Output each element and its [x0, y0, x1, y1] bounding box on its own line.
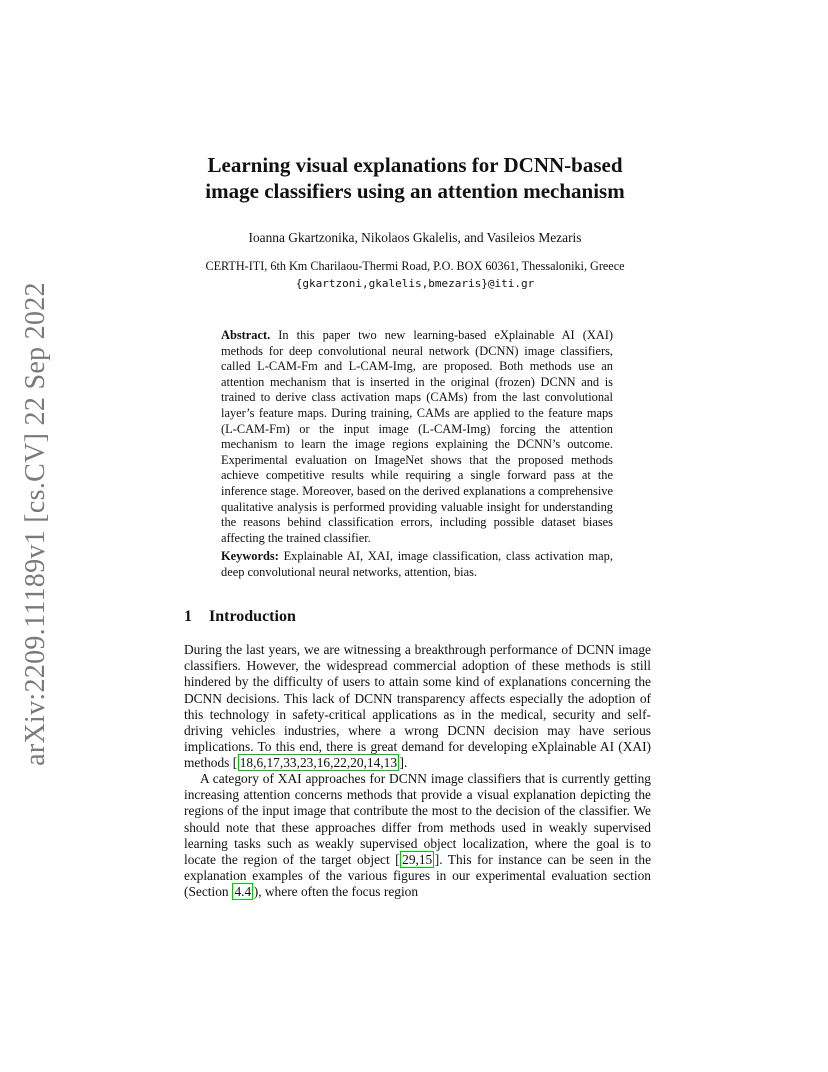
author-list: Ioanna Gkartzonika, Nikolaos Gkalelis, and Vasileios Mezaris — [248, 230, 582, 245]
section-heading-introduction — [184, 607, 296, 627]
keywords — [221, 549, 613, 580]
intro-paragraph-2: A category of XAI approaches for DCNN image classifiers that is currently getting increasing attention concerns methods that provide a visual explanation depicting the regions of the input image that contribute the most to the decision of the classifier. We should note that these approaches differ from methods used in weakly supervised learning tasks such as weakly supervised object localization, where the goal is to locate the region of the target object [ 29,15 ]. This for instance can be seen in the explanation examples of the various figures in our experimental evaluation section (Section 4.4 ), where often the focus region — [184, 771, 652, 900]
section-title: Introduction — [209, 608, 296, 625]
author-emails: {gkartzoni,gkalelis,bmezaris}@iti.gr — [295, 277, 535, 290]
arxiv-identifier-text: arXiv:2209.11189v1 [cs.CV] 22 Sep 2022 — [20, 282, 52, 766]
paper-title-line-2: image classifiers using an attention mechanism — [205, 179, 625, 203]
paragraph-text: During the last years, we are witnessing a breakthrough performance of DCNN image classifiers. However, the widespread commercial adoption of these methods is still hindered by the difficulty of users to attain some kind of explanations concerning the DCNN decisions. This lack of DCNN transparency affects especially the adoption of this technology in safety-critical applications as in the medical, security and self-driving vehicles industries, where a wrong DCNN decision may have serious implications. To this end, there is great demand for developing eXplainable AI (XAI) methods — [184, 642, 651, 771]
affiliation-block — [140, 258, 690, 292]
abstract-text: In this paper two new learning-based eXplainable AI (XAI) methods for deep convolutional neural network (DCNN) image classifiers, called L-CAM-Fm and L-CAM-Img, are proposed. Both methods use an attention mechanism that is inserted in the original (frozen) DCNN and is trained to derive class activation maps (CAMs) from the last convolutional layer’s feature maps. During training, CAMs are applied to the feature maps (L-CAM-Fm) or the input image (L-CAM-Img) forcing the attention mechanism to learn the image regions explaining the DCNN’s outcome. Experimental evaluation on ImageNet shows that the proposed methods achieve competitive results while requiring a single forward pass at the inference stage. Moreover, based on the derived explanations a comprehensive qualitative analysis is performed providing valuable insight for understanding the reasons behind classification errors, including possible dataset biases affecting the trained classifier. — [221, 328, 613, 545]
paragraph-text: . This for instance can be seen in the explanation examples of the various figures in our experimental evaluation section (Section — [184, 852, 652, 900]
citation-link[interactable]: 29,15 — [402, 852, 433, 868]
abstract — [221, 328, 613, 546]
paper-title-line-1: Learning visual explanations for DCNN-based — [207, 153, 623, 177]
affiliation-address: CERTH-ITI, 6th Km Charilaou-Thermi Road, P.O. BOX 60361, Thessaloniki, Greece — [205, 259, 625, 273]
section-reference-link[interactable]: 4.4 — [234, 884, 252, 900]
arxiv-identifier — [14, 282, 58, 766]
paragraph-text: ), where often the focus region — [253, 884, 419, 900]
abstract-label: Abstract. — [221, 328, 271, 342]
keywords-text: Explainable AI, XAI, image classification, class activation map, deep convolutional neural networks, attention, bias. — [221, 549, 613, 579]
section-number: 1 — [184, 608, 192, 625]
citation-link[interactable]: 18,6,17,33,23,16,22,20,14,13 — [239, 755, 398, 771]
paragraph-text: A category of XAI approaches for DCNN image classifiers that is currently getting increasing attention concerns methods that provide a visual explanation depicting the regions of the input image that contribute the most to the decision of the classifier. We should note that these approaches differ from methods used in weakly supervised learning tasks such as weakly supervised object localization, where the goal is to locate the region of the target object — [184, 771, 651, 868]
keywords-label: Keywords: — [221, 549, 279, 563]
paper-title — [140, 152, 690, 204]
intro-paragraph-1: During the last years, we are witnessing a breakthrough performance of DCNN image classifiers. However, the widespread commercial adoption of these methods is still hindered by the difficulty of users to attain some kind of explanations concerning the DCNN decisions. This lack of DCNN transparency affects especially the adoption of this technology in safety-critical applications as in the medical, security and self-driving vehicles industries, where a wrong DCNN decision may have serious implications. To this end, there is great demand for developing eXplainable AI (XAI) methods [ 18,6,17,33,23,16,22,20,14,13 ]. — [184, 642, 651, 771]
